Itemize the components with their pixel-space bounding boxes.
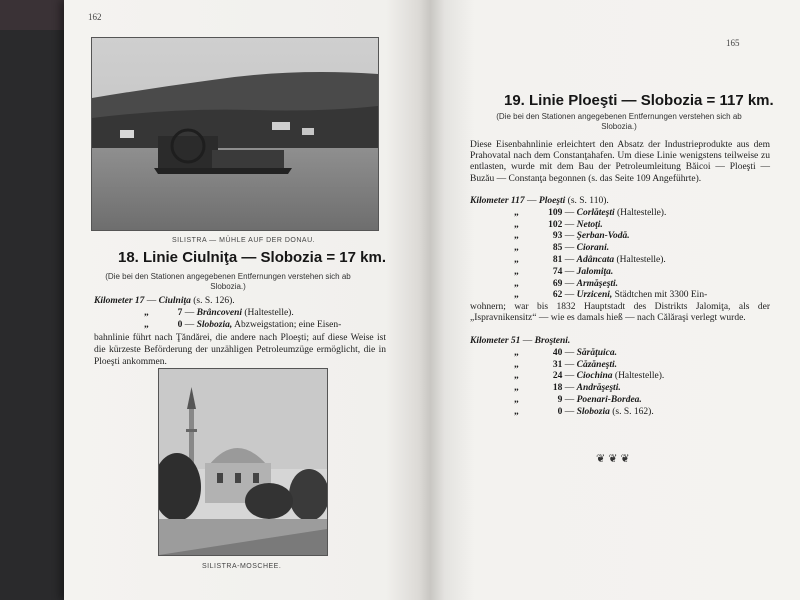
station-row: „ 93 — Şerban-Vodă. <box>514 231 630 242</box>
station-row: „ 102 — Netoţi. <box>514 219 603 230</box>
station-km: 85 <box>552 243 563 254</box>
station-row: „ 109 — Corlăteşti (Haltestelle). <box>514 207 667 218</box>
station-note: (s. S. 110). <box>567 196 609 206</box>
station-row: Kilometer 17 — Ciulniţa (s. S. 126). <box>94 296 235 306</box>
station-list <box>470 196 770 302</box>
station-name: Andrăşeşti. <box>576 383 621 394</box>
station-note: (s. S. 162). <box>612 406 654 417</box>
station-note: Abzweigstation; eine Eisen- <box>234 319 342 330</box>
station-name: Slobozia, <box>196 319 233 330</box>
station-km: 40 <box>552 347 563 358</box>
station-row: „ 24 — Ciochina (Haltestelle). <box>514 371 665 382</box>
photo-caption: SILISTRA-MOSCHEE. <box>202 563 282 570</box>
station-km: 93 <box>552 231 563 242</box>
right-page <box>430 0 800 600</box>
station-km: 18 <box>552 383 563 394</box>
photo-caption: SILISTRA — MÜHLE AUF DER DONAU. <box>172 237 316 244</box>
station-note: Städtchen mit 3300 Ein- <box>614 290 708 301</box>
station-row: „ 0 — Slobozia, Abzweigstation; eine Eisen- <box>144 319 342 330</box>
station-km: 62 <box>552 290 563 301</box>
station-row: „ 69 — Armăşeşti. <box>514 278 619 289</box>
station-name: Şerban-Vodă. <box>576 231 630 242</box>
station-row: „ 0 — Slobozia (s. S. 162). <box>514 406 654 417</box>
km-label: Kilometer 17 <box>94 296 145 306</box>
station-row: „ 81 — Adâncata (Haltestelle). <box>514 254 666 265</box>
photo-river-mill <box>91 37 379 231</box>
section-subtitle: (Die bei den Stationen angegebenen Entfernungen verstehen sich ab Slobozia.) <box>105 272 351 291</box>
station-name: Ciulniţa <box>158 296 191 306</box>
station-name: Slobozia <box>576 406 610 417</box>
station-km: 0 <box>177 319 183 330</box>
section-title: 19. Linie Ploeşti — Slobozia = 117 km. <box>504 92 774 109</box>
station-km: 7 <box>177 307 183 318</box>
station-note: (s. S. 126). <box>193 296 235 306</box>
station-row: „ 40 — Sărăţuica. <box>514 347 618 358</box>
station-km: 109 <box>548 207 563 218</box>
station-note: (Haltestelle). <box>614 371 665 382</box>
urziceni-paragraph: wohnern; war bis 1832 Hauptstadt des Distrikts Jalomiţa, als der „Ispravnikensitz“ — wie es damals hieß — nach Călăraşi verlegt wurde. <box>470 302 770 324</box>
station-row: „ 85 — Ciorani. <box>514 243 610 254</box>
station-name: Sărăţuica. <box>576 347 618 358</box>
station-km: 102 <box>548 219 563 230</box>
station-row: „ 7 — Brâncoveni (Haltestelle). <box>144 307 294 318</box>
station-name: Broşteni. <box>534 336 571 346</box>
station-name: Armăşeşti. <box>576 278 619 289</box>
station-row: Kilometer 117 — Ploeşti (s. S. 110). <box>470 196 609 206</box>
ornament: ❦❦❦ <box>596 453 633 465</box>
paragraph: bahnlinie führt nach Ţăndărei, die andere nach Ploeşti; auf diese Weise ist die kürzeste Beförderung der unzähligen Petroleumzüge ermöglicht, die in Ploeşti ankommen. <box>94 333 386 367</box>
station-row: Kilometer 51 — Broşteni. <box>470 336 571 346</box>
station-name: Ploeşti <box>538 196 566 206</box>
section-subtitle: (Die bei den Stationen angegebenen Entfernungen verstehen sich ab Slobozia.) <box>496 112 742 131</box>
station-list <box>94 296 384 331</box>
station-list-2 <box>470 336 770 419</box>
intro-paragraph: Diese Eisenbahnlinie erleichtert den Absatz der Industrieprodukte aus dem Prahovatal nach dem Constanţahafen. Um diese Linie wenigstens teilweise zu entlasten, wurde mit dem Bau der Petroleumleitung Băicoi — Ploeşti — Buzău — Constanţa begonnen (s. das Seite 109 Angeführte). <box>470 140 770 184</box>
station-name: Ciochina <box>576 371 613 382</box>
station-name: Brâncoveni <box>196 307 243 318</box>
station-name: Jalomiţa. <box>576 266 614 277</box>
section-title: 18. Linie Ciulniţa — Slobozia = 17 km. <box>118 249 386 266</box>
station-km: 81 <box>552 254 563 265</box>
left-page <box>64 0 430 600</box>
station-name: Netoţi. <box>576 219 603 230</box>
station-name: Poenari-Bordea. <box>576 394 642 405</box>
photo-mosque <box>158 368 328 556</box>
station-name: Căzăneşti. <box>576 359 618 370</box>
station-name: Adâncata <box>576 254 615 265</box>
page-number: 162 <box>88 12 102 22</box>
station-name: Ciorani. <box>576 243 610 254</box>
station-km: 69 <box>552 278 563 289</box>
station-row: „ 74 — Jalomiţa. <box>514 266 614 277</box>
station-row: „ 18 — Andrăşeşti. <box>514 383 621 394</box>
station-note: (Haltestelle). <box>617 207 667 218</box>
station-note: (Haltestelle). <box>244 307 294 318</box>
station-km: 51 <box>510 336 521 346</box>
station-km: 0 <box>557 406 563 417</box>
station-name: Corlăteşti <box>576 207 615 218</box>
station-row: „ 31 — Căzăneşti. <box>514 359 618 370</box>
station-km: 74 <box>552 266 563 277</box>
station-km: 31 <box>552 359 563 370</box>
station-note: (Haltestelle). <box>616 254 666 265</box>
station-name: Urziceni, <box>576 290 613 301</box>
station-row: „ 9 — Poenari-Bordea. <box>514 394 642 405</box>
station-km: 24 <box>552 371 563 382</box>
station-row: „ 62 — Urziceni, Städtchen mit 3300 Ein- <box>514 290 708 301</box>
station-km: 9 <box>557 394 563 405</box>
station-km: 117 <box>510 196 525 206</box>
page-number: 165 <box>726 38 740 48</box>
